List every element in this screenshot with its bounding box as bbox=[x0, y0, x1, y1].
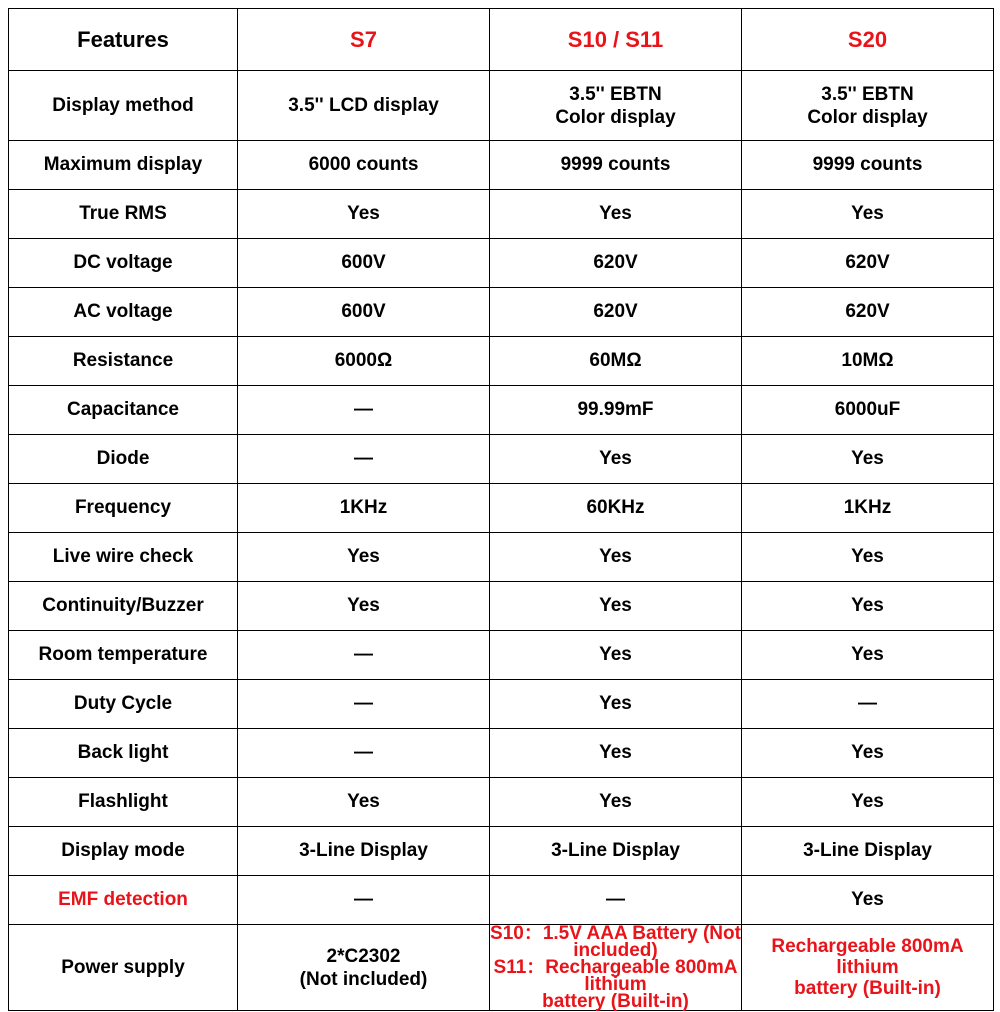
s10-value: 60KHz bbox=[490, 484, 742, 533]
feature-label: Display method bbox=[9, 71, 238, 141]
table-row bbox=[9, 533, 994, 582]
s7-value: — bbox=[238, 680, 490, 729]
s7-value-line: 2*C2302 bbox=[326, 945, 401, 967]
header-s7: S7 bbox=[238, 9, 490, 71]
s7-value: 6000 counts bbox=[238, 141, 490, 190]
feature-label: DC voltage bbox=[9, 239, 238, 288]
s7-value: — bbox=[238, 435, 490, 484]
feature-label: AC voltage bbox=[9, 288, 238, 337]
feature-label: True RMS bbox=[9, 190, 238, 239]
s7-value: — bbox=[238, 631, 490, 680]
s20-value: Yes bbox=[742, 435, 994, 484]
feature-label: Capacitance bbox=[9, 386, 238, 435]
feature-label: Resistance bbox=[9, 337, 238, 386]
s10-value: Yes bbox=[490, 680, 742, 729]
s20-value-line: battery (Built-in) bbox=[794, 978, 941, 999]
feature-label: Back light bbox=[9, 729, 238, 778]
s10-value: 60MΩ bbox=[490, 337, 742, 386]
s10-value: Yes bbox=[490, 435, 742, 484]
feature-label-emf: EMF detection bbox=[9, 876, 238, 925]
s7-value: 600V bbox=[238, 239, 490, 288]
feature-label: Continuity/Buzzer bbox=[9, 582, 238, 631]
s20-value: 10MΩ bbox=[742, 337, 994, 386]
s20-value-line: Rechargeable 800mA lithium bbox=[771, 936, 964, 978]
s10-value-line: battery (Built-in) bbox=[542, 991, 689, 1012]
table-row bbox=[9, 71, 994, 141]
s20-value bbox=[742, 925, 994, 1011]
s10-value: 620V bbox=[490, 239, 742, 288]
s20-value: Yes bbox=[742, 729, 994, 778]
s10-value: 3-Line Display bbox=[490, 827, 742, 876]
table-row bbox=[9, 435, 994, 484]
s7-value bbox=[238, 925, 490, 1011]
table-row bbox=[9, 190, 994, 239]
table-row bbox=[9, 386, 994, 435]
table-row bbox=[9, 729, 994, 778]
s20-value: Yes bbox=[742, 778, 994, 827]
feature-label: Power supply bbox=[9, 925, 238, 1011]
s10-value: Yes bbox=[490, 533, 742, 582]
s20-value: 620V bbox=[742, 288, 994, 337]
s20-value: 6000uF bbox=[742, 386, 994, 435]
table-row bbox=[9, 337, 994, 386]
s20-value: 620V bbox=[742, 239, 994, 288]
s20-value: Yes bbox=[742, 631, 994, 680]
s10-value: Yes bbox=[490, 190, 742, 239]
s10-value: Yes bbox=[490, 729, 742, 778]
s10-value: 99.99mF bbox=[490, 386, 742, 435]
s10-value-line: S10：1.5V AAA Battery (Not included) bbox=[490, 923, 741, 961]
feature-label: Duty Cycle bbox=[9, 680, 238, 729]
s7-value: Yes bbox=[238, 533, 490, 582]
s20-value: Yes bbox=[742, 190, 994, 239]
s7-value: 600V bbox=[238, 288, 490, 337]
s7-value: — bbox=[238, 876, 490, 925]
feature-label: Maximum display bbox=[9, 141, 238, 190]
s20-value: 1KHz bbox=[742, 484, 994, 533]
s20-value: Yes bbox=[742, 876, 994, 925]
s7-value: Yes bbox=[238, 582, 490, 631]
s20-value-line: 3.5'' EBTN bbox=[821, 83, 914, 105]
s7-value: 1KHz bbox=[238, 484, 490, 533]
s10-value bbox=[490, 925, 742, 1011]
s7-value: — bbox=[238, 729, 490, 778]
header-s10-s11: S10 / S11 bbox=[490, 9, 742, 71]
table-row bbox=[9, 484, 994, 533]
s20-value: Yes bbox=[742, 582, 994, 631]
s10-value: — bbox=[490, 876, 742, 925]
s20-value: Yes bbox=[742, 533, 994, 582]
table-row bbox=[9, 141, 994, 190]
s7-value-line: (Not included) bbox=[299, 968, 428, 990]
feature-label: Room temperature bbox=[9, 631, 238, 680]
feature-label: Diode bbox=[9, 435, 238, 484]
s20-value: 9999 counts bbox=[742, 141, 994, 190]
feature-label: Live wire check bbox=[9, 533, 238, 582]
header-s20: S20 bbox=[742, 9, 994, 71]
feature-label: Display mode bbox=[9, 827, 238, 876]
s10-value: 9999 counts bbox=[490, 141, 742, 190]
table-row bbox=[9, 680, 994, 729]
s20-value: 3-Line Display bbox=[742, 827, 994, 876]
s10-value bbox=[490, 71, 742, 141]
table-row bbox=[9, 239, 994, 288]
table-row bbox=[9, 827, 994, 876]
table-row bbox=[9, 876, 994, 925]
s20-value-line: Color display bbox=[807, 106, 928, 128]
s7-value: Yes bbox=[238, 778, 490, 827]
feature-label: Frequency bbox=[9, 484, 238, 533]
s10-value-line: 3.5'' EBTN bbox=[569, 83, 662, 105]
s7-value: 3-Line Display bbox=[238, 827, 490, 876]
s7-value: 3.5'' LCD display bbox=[238, 71, 490, 141]
s10-value: Yes bbox=[490, 778, 742, 827]
s10-value-line: Color display bbox=[555, 106, 676, 128]
header-row bbox=[9, 9, 994, 71]
s10-value: 620V bbox=[490, 288, 742, 337]
header-features: Features bbox=[9, 9, 238, 71]
table-row bbox=[9, 288, 994, 337]
feature-label: Flashlight bbox=[9, 778, 238, 827]
s10-value: Yes bbox=[490, 582, 742, 631]
s7-value: 6000Ω bbox=[238, 337, 490, 386]
s10-value: Yes bbox=[490, 631, 742, 680]
table-row bbox=[9, 925, 994, 1011]
table-row bbox=[9, 778, 994, 827]
table-row bbox=[9, 631, 994, 680]
s7-value: — bbox=[238, 386, 490, 435]
comparison-table bbox=[8, 8, 994, 1011]
s20-value: — bbox=[742, 680, 994, 729]
table-row bbox=[9, 582, 994, 631]
s7-value: Yes bbox=[238, 190, 490, 239]
s20-value bbox=[742, 71, 994, 141]
s10-value-line: S11：Rechargeable 800mA lithium bbox=[493, 957, 738, 995]
